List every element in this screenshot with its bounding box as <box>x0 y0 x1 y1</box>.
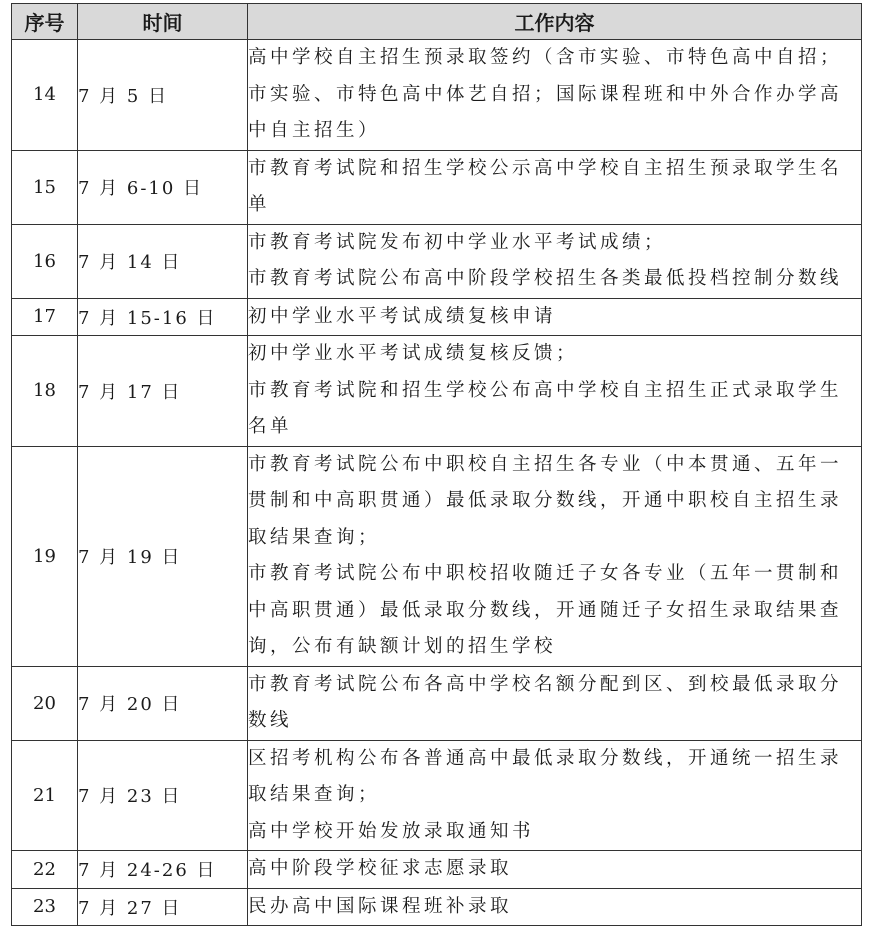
row-date: 7 月 14 日 <box>78 224 248 298</box>
row-date: 7 月 6-10 日 <box>78 150 248 224</box>
row-content <box>248 40 862 151</box>
row-content <box>248 888 862 926</box>
table-row <box>12 851 862 889</box>
row-date: 7 月 23 日 <box>78 740 248 851</box>
row-content <box>248 298 862 336</box>
content-line: 中自主招生） <box>248 120 381 141</box>
row-number: 20 <box>12 666 78 740</box>
header-time: 时间 <box>78 4 248 40</box>
content-line: 名单 <box>248 416 293 437</box>
table-row <box>12 150 862 224</box>
row-number: 18 <box>12 336 78 447</box>
row-number: 15 <box>12 150 78 224</box>
row-number: 14 <box>12 40 78 151</box>
row-number: 19 <box>12 446 78 666</box>
content-line: 高中阶段学校征求志愿录取 <box>248 858 513 879</box>
row-content <box>248 666 862 740</box>
content-line: 中高职贯通）最低录取分数线，开通随迁子女招生录取结果查 <box>248 599 843 621</box>
content-line: 市教育考试院公布中职校招收随迁子女各专业（五年一贯制和 <box>248 563 843 584</box>
row-number: 17 <box>12 298 78 336</box>
row-number: 22 <box>12 851 78 889</box>
content-line: 高中学校自主招生预录取签约（含市实验、市特色高中自招； <box>248 47 843 68</box>
content-line: 区招考机构公布各普通高中最低录取分数线，开通统一招生录 <box>248 747 843 769</box>
row-date: 7 月 19 日 <box>78 446 248 666</box>
table-row <box>12 740 862 851</box>
content-line: 询，公布有缺额计划的招生学校 <box>248 636 557 657</box>
content-line: 高中学校开始发放录取通知书 <box>248 820 535 842</box>
content-line: 市教育考试院发布初中学业水平考试成绩； <box>248 231 667 253</box>
row-date: 7 月 5 日 <box>78 40 248 151</box>
row-content <box>248 446 862 666</box>
content-line: 民办高中国际课程班补录取 <box>248 895 513 917</box>
content-line: 市教育考试院公布中职校自主招生各专业（中本贯通、五年一 <box>248 453 843 475</box>
content-line: 取结果查询； <box>248 784 381 805</box>
table-row <box>12 888 862 926</box>
row-number: 21 <box>12 740 78 851</box>
content-line: 数线 <box>248 710 293 731</box>
content-line: 单 <box>248 194 271 215</box>
row-date: 7 月 17 日 <box>78 336 248 447</box>
content-line: 取结果查询； <box>248 526 381 548</box>
row-number: 16 <box>12 224 78 298</box>
row-date: 7 月 27 日 <box>78 888 248 926</box>
table-row <box>12 40 862 151</box>
content-line: 市教育考试院公布各高中学校名额分配到区、到校最低录取分 <box>248 673 843 695</box>
row-date: 7 月 24-26 日 <box>78 851 248 889</box>
content-line: 初中学业水平考试成绩复核反馈； <box>248 343 579 364</box>
content-line: 贯制和中高职贯通）最低录取分数线，开通中职校自主招生录 <box>248 490 843 511</box>
table-row <box>12 336 862 447</box>
schedule-table <box>11 3 862 926</box>
table-row <box>12 666 862 740</box>
content-line: 初中学业水平考试成绩复核申请 <box>248 305 557 327</box>
table-row <box>12 224 862 298</box>
row-date: 7 月 15-16 日 <box>78 298 248 336</box>
row-content <box>248 851 862 889</box>
content-line: 市教育考试院公布高中阶段学校招生各类最低投档控制分数线 <box>248 268 843 289</box>
row-content <box>248 740 862 851</box>
content-line: 市实验、市特色高中体艺自招；国际课程班和中外合作办学高 <box>248 83 843 105</box>
header-row <box>12 4 862 40</box>
table-row <box>12 298 862 336</box>
row-number: 23 <box>12 888 78 926</box>
table-row <box>12 446 862 666</box>
content-line: 市教育考试院和招生学校公布高中学校自主招生正式录取学生 <box>248 379 843 401</box>
row-content <box>248 336 862 447</box>
row-content <box>248 224 862 298</box>
content-line: 市教育考试院和招生学校公示高中学校自主招生预录取学生名 <box>248 157 843 179</box>
row-date: 7 月 20 日 <box>78 666 248 740</box>
row-content <box>248 150 862 224</box>
header-number: 序号 <box>12 4 78 40</box>
header-content: 工作内容 <box>248 4 862 40</box>
schedule-body <box>12 40 862 926</box>
